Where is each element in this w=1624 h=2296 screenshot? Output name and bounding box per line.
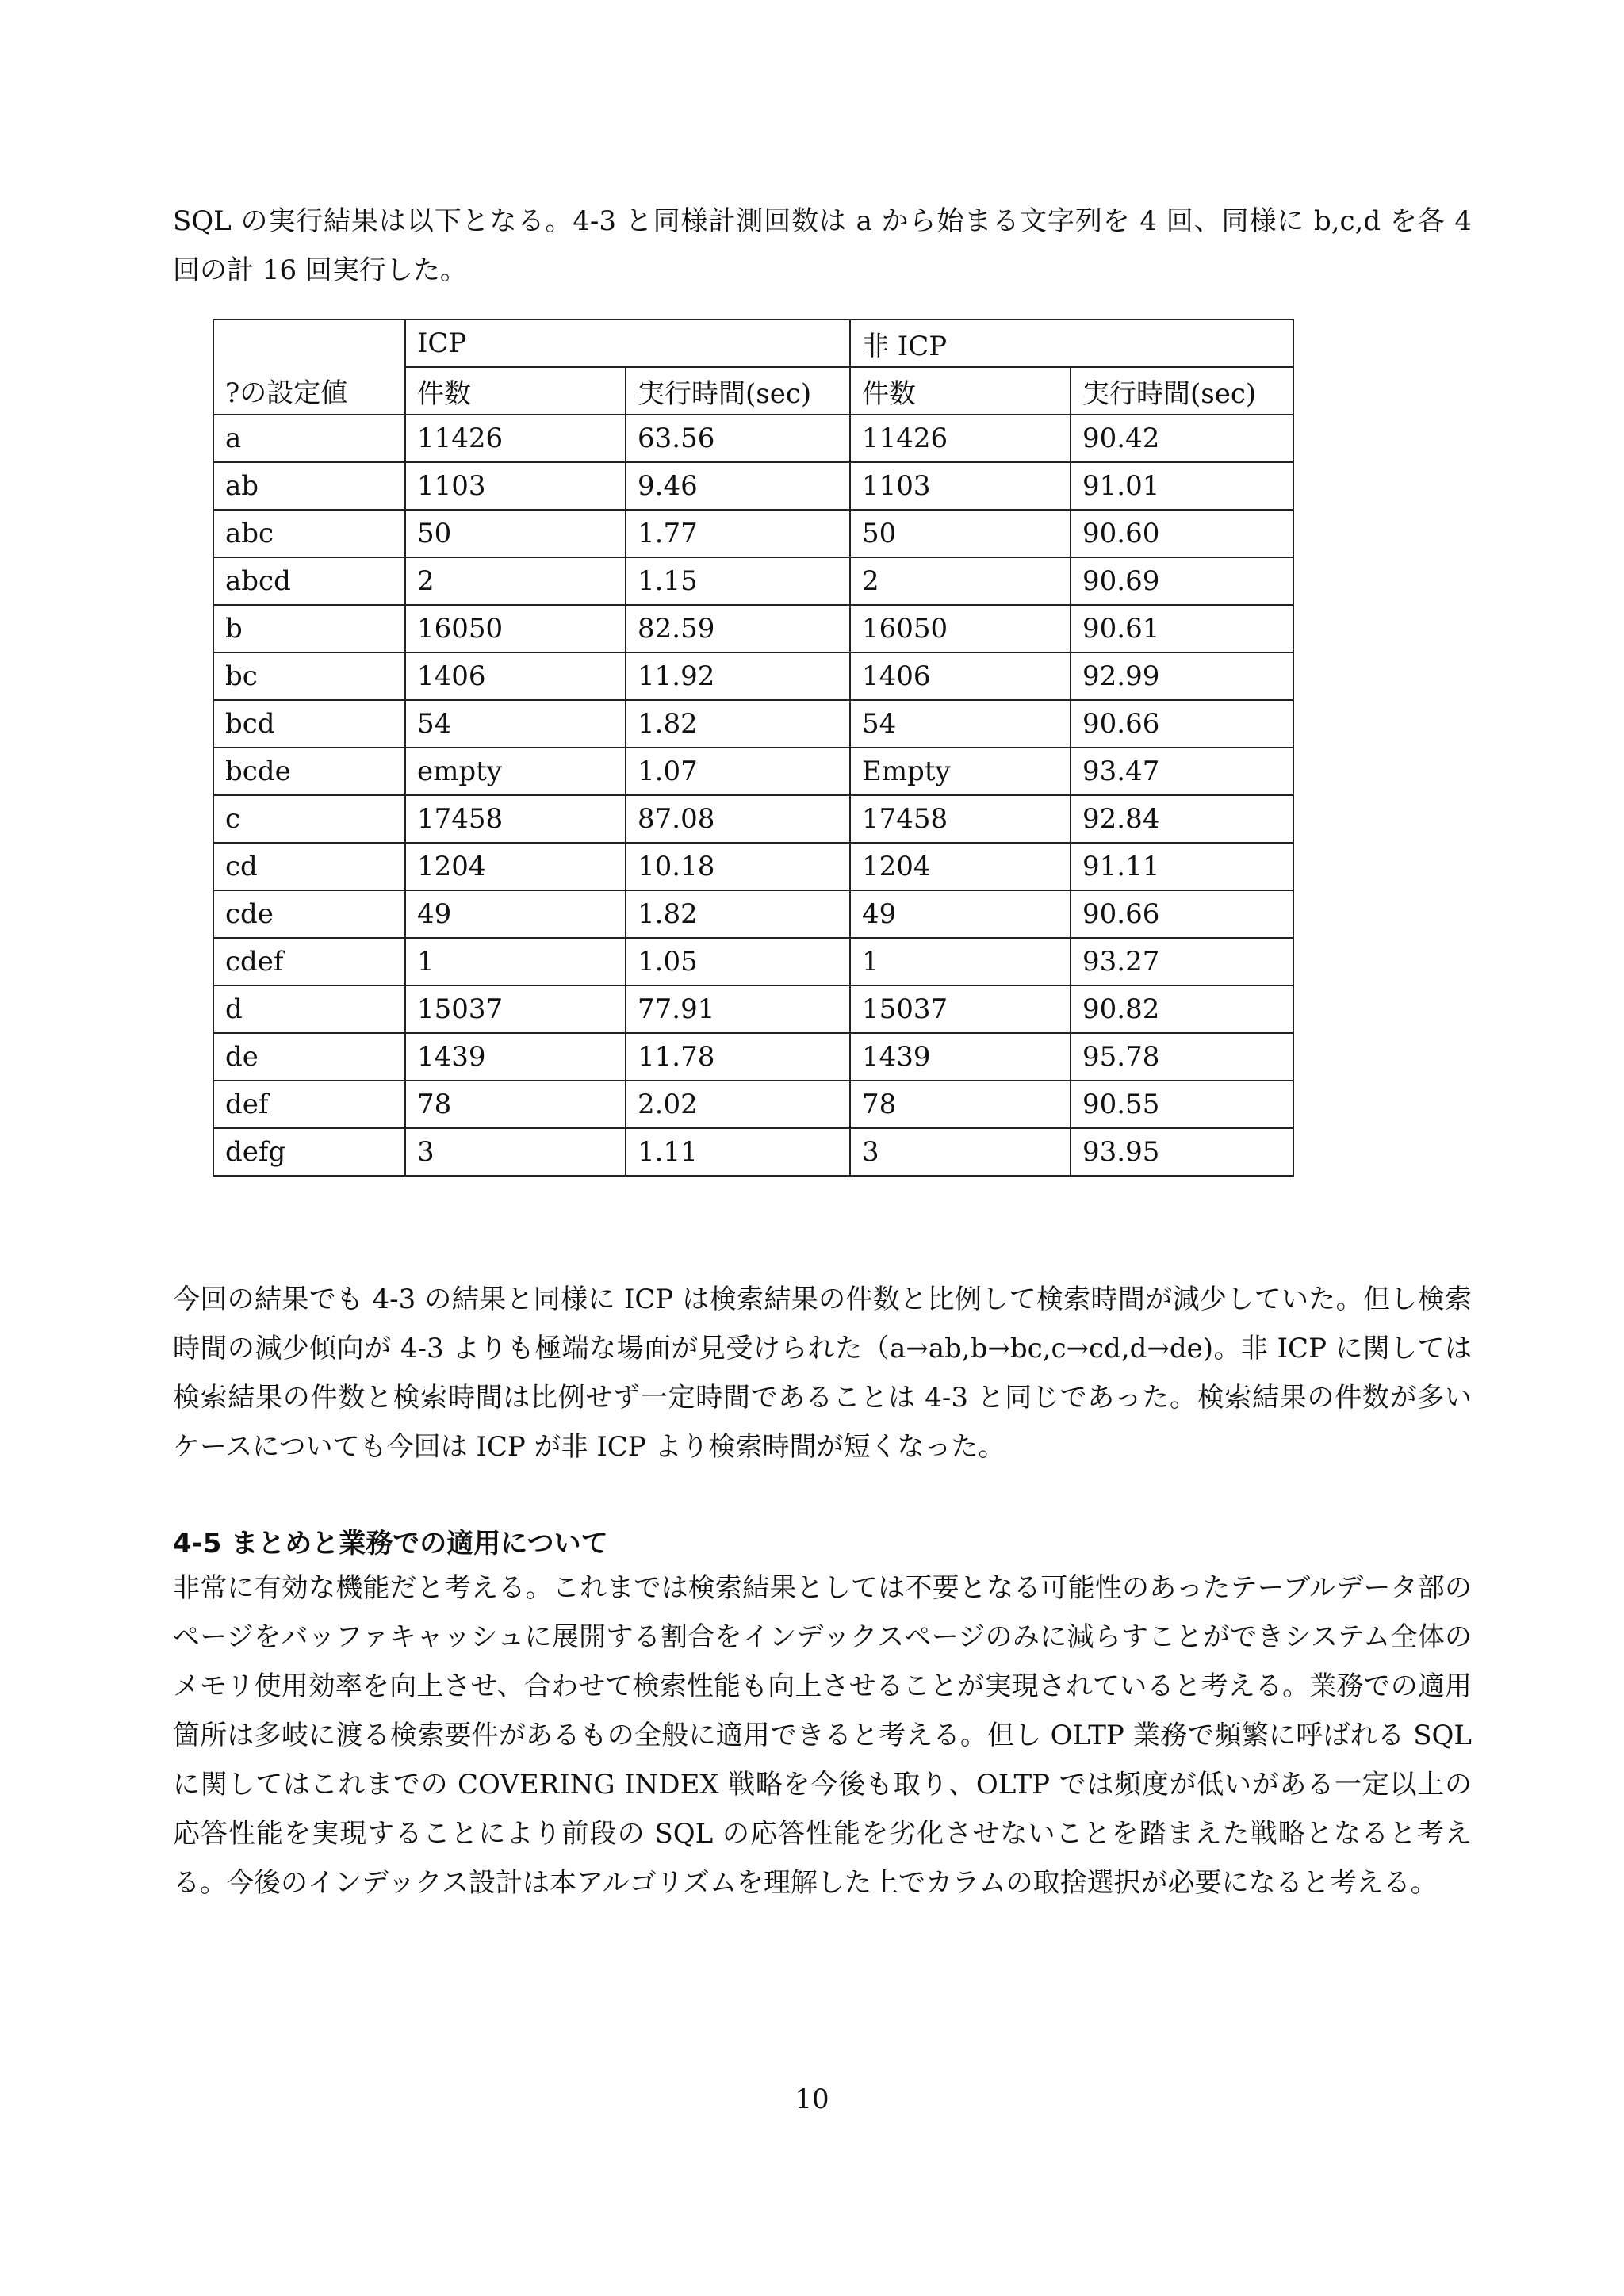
setting-cell: bcde [213, 748, 405, 795]
icp-time-cell: 2.02 [626, 1081, 850, 1128]
setting-cell: c [213, 795, 405, 843]
icp-time-cell: 11.92 [626, 652, 850, 700]
icp-count-cell: 2 [405, 557, 626, 605]
non-icp-time-cell: 90.55 [1071, 1081, 1293, 1128]
non-icp-count-cell: Empty [850, 748, 1071, 795]
icp-count-cell: 11426 [405, 415, 626, 462]
setting-cell: cde [213, 890, 405, 938]
non-icp-count-cell: 3 [850, 1128, 1071, 1176]
icp-time-cell: 10.18 [626, 843, 850, 890]
table-row [213, 605, 1293, 652]
intro-paragraph: SQL の実行結果は以下となる。4-3 と同様計測回数は a から始まる文字列を 4 回、同様に b,c,d を各 4 回の計 16 回実行した。 [173, 205, 1472, 286]
header-group-non-icp: 非 ICP [850, 320, 1293, 367]
header-non-icp-time: 実行時間(sec) [1071, 367, 1293, 415]
non-icp-count-cell: 49 [850, 890, 1071, 938]
icp-count-cell: 3 [405, 1128, 626, 1176]
non-icp-time-cell: 93.95 [1071, 1128, 1293, 1176]
icp-time-cell: 82.59 [626, 605, 850, 652]
non-icp-time-cell: 90.66 [1071, 700, 1293, 748]
icp-time-cell: 11.78 [626, 1033, 850, 1081]
icp-count-cell: 17458 [405, 795, 626, 843]
table-row [213, 415, 1293, 462]
results-table-body [213, 320, 1293, 1176]
non-icp-time-cell: 92.84 [1071, 795, 1293, 843]
results-table [213, 319, 1294, 1177]
table-row [213, 985, 1293, 1033]
setting-cell: b [213, 605, 405, 652]
header-icp-time: 実行時間(sec) [626, 367, 850, 415]
icp-time-cell: 1.82 [626, 890, 850, 938]
non-icp-count-cell: 2 [850, 557, 1071, 605]
corner-label: ?の設定値 [213, 367, 405, 415]
page-number: 10 [795, 2084, 829, 2115]
setting-cell: d [213, 985, 405, 1033]
table-row [213, 1128, 1293, 1176]
table-row [213, 890, 1293, 938]
icp-count-cell: 50 [405, 510, 626, 557]
non-icp-count-cell: 17458 [850, 795, 1071, 843]
setting-cell: cd [213, 843, 405, 890]
non-icp-count-cell: 78 [850, 1081, 1071, 1128]
table-row [213, 1033, 1293, 1081]
non-icp-time-cell: 90.82 [1071, 985, 1293, 1033]
table-header-row-columns [213, 367, 1293, 415]
table-row [213, 748, 1293, 795]
icp-time-cell: 1.07 [626, 748, 850, 795]
non-icp-time-cell: 90.69 [1071, 557, 1293, 605]
icp-time-cell: 1.11 [626, 1128, 850, 1176]
table-row [213, 1081, 1293, 1128]
non-icp-time-cell: 93.27 [1071, 938, 1293, 985]
icp-count-cell: 1103 [405, 462, 626, 510]
non-icp-time-cell: 90.61 [1071, 605, 1293, 652]
icp-count-cell: 54 [405, 700, 626, 748]
setting-cell: abcd [213, 557, 405, 605]
icp-count-cell: 1439 [405, 1033, 626, 1081]
header-group-icp: ICP [405, 320, 850, 367]
non-icp-count-cell: 1 [850, 938, 1071, 985]
icp-time-cell: 1.77 [626, 510, 850, 557]
setting-cell: def [213, 1081, 405, 1128]
icp-time-cell: 87.08 [626, 795, 850, 843]
setting-cell: de [213, 1033, 405, 1081]
setting-cell: ab [213, 462, 405, 510]
non-icp-count-cell: 11426 [850, 415, 1071, 462]
non-icp-time-cell: 91.11 [1071, 843, 1293, 890]
setting-cell: bc [213, 652, 405, 700]
icp-count-cell: 15037 [405, 985, 626, 1033]
non-icp-count-cell: 1103 [850, 462, 1071, 510]
setting-cell: a [213, 415, 405, 462]
table-row [213, 700, 1293, 748]
non-icp-count-cell: 54 [850, 700, 1071, 748]
icp-time-cell: 1.15 [626, 557, 850, 605]
non-icp-time-cell: 90.42 [1071, 415, 1293, 462]
table-row [213, 938, 1293, 985]
icp-count-cell: 1204 [405, 843, 626, 890]
non-icp-count-cell: 50 [850, 510, 1071, 557]
header-icp-count: 件数 [405, 367, 626, 415]
non-icp-count-cell: 1204 [850, 843, 1071, 890]
section-heading: 4-5 まとめと業務での適用について [173, 1528, 608, 1559]
table-row [213, 557, 1293, 605]
icp-count-cell: 49 [405, 890, 626, 938]
table-row [213, 795, 1293, 843]
non-icp-count-cell: 1439 [850, 1033, 1071, 1081]
non-icp-time-cell: 95.78 [1071, 1033, 1293, 1081]
non-icp-count-cell: 16050 [850, 605, 1071, 652]
discussion-paragraph: 今回の結果でも 4-3 の結果と同様に ICP は検索結果の件数と比例して検索時間が減少していた。但し検索時間の減少傾向が 4-3 よりも極端な場面が見受けられた（a→ab,b→bc,c→cd,d→de)。非 ICP に関しては検索結果の件数と検索時間は比例せず一定時間であることは 4-3 と同じであった。検索結果の件数が多いケースについても今回は ICP が非 ICP より検索時間が短くなった。 [173, 1284, 1472, 1463]
icp-time-cell: 1.05 [626, 938, 850, 985]
non-icp-time-cell: 90.66 [1071, 890, 1293, 938]
non-icp-time-cell: 93.47 [1071, 748, 1293, 795]
non-icp-time-cell: 91.01 [1071, 462, 1293, 510]
non-icp-count-cell: 1406 [850, 652, 1071, 700]
table-row [213, 462, 1293, 510]
setting-cell: bcd [213, 700, 405, 748]
non-icp-time-cell: 92.99 [1071, 652, 1293, 700]
icp-count-cell: 1 [405, 938, 626, 985]
setting-cell: cdef [213, 938, 405, 985]
non-icp-time-cell: 90.60 [1071, 510, 1293, 557]
table-row [213, 652, 1293, 700]
summary-paragraph: 非常に有効な機能だと考える。これまでは検索結果としては不要となる可能性のあったテーブルデータ部のページをバッファキャッシュに展開する割合をインデックスページのみに減らすことができシステム全体のメモリ使用効率を向上させ、合わせて検索性能も向上させることが実現されていると考える。業務での適用箇所は多岐に渡る検索要件があるもの全般に適用できると考える。但し OLTP 業務で頻繁に呼ばれる SQL に関してはこれまでの COVERING INDEX 戦略を今後も取り、OLTP では頻度が低いがある一定以上の応答性能を実現することにより前段の SQL の応答性能を劣化させないことを踏まえた戦略となると考える。今後のインデックス設計は本アルゴリズムを理解した上でカラムの取捨選択が必要になると考える。 [173, 1572, 1472, 1899]
icp-count-cell: 78 [405, 1081, 626, 1128]
corner-cell-empty [213, 320, 405, 367]
non-icp-count-cell: 15037 [850, 985, 1071, 1033]
setting-cell: abc [213, 510, 405, 557]
table-header-row-groups [213, 320, 1293, 367]
icp-count-cell: 1406 [405, 652, 626, 700]
table-row [213, 510, 1293, 557]
icp-time-cell: 9.46 [626, 462, 850, 510]
header-non-icp-count: 件数 [850, 367, 1071, 415]
icp-count-cell: empty [405, 748, 626, 795]
icp-time-cell: 63.56 [626, 415, 850, 462]
setting-cell: defg [213, 1128, 405, 1176]
icp-count-cell: 16050 [405, 605, 626, 652]
table-row [213, 843, 1293, 890]
icp-time-cell: 1.82 [626, 700, 850, 748]
icp-time-cell: 77.91 [626, 985, 850, 1033]
